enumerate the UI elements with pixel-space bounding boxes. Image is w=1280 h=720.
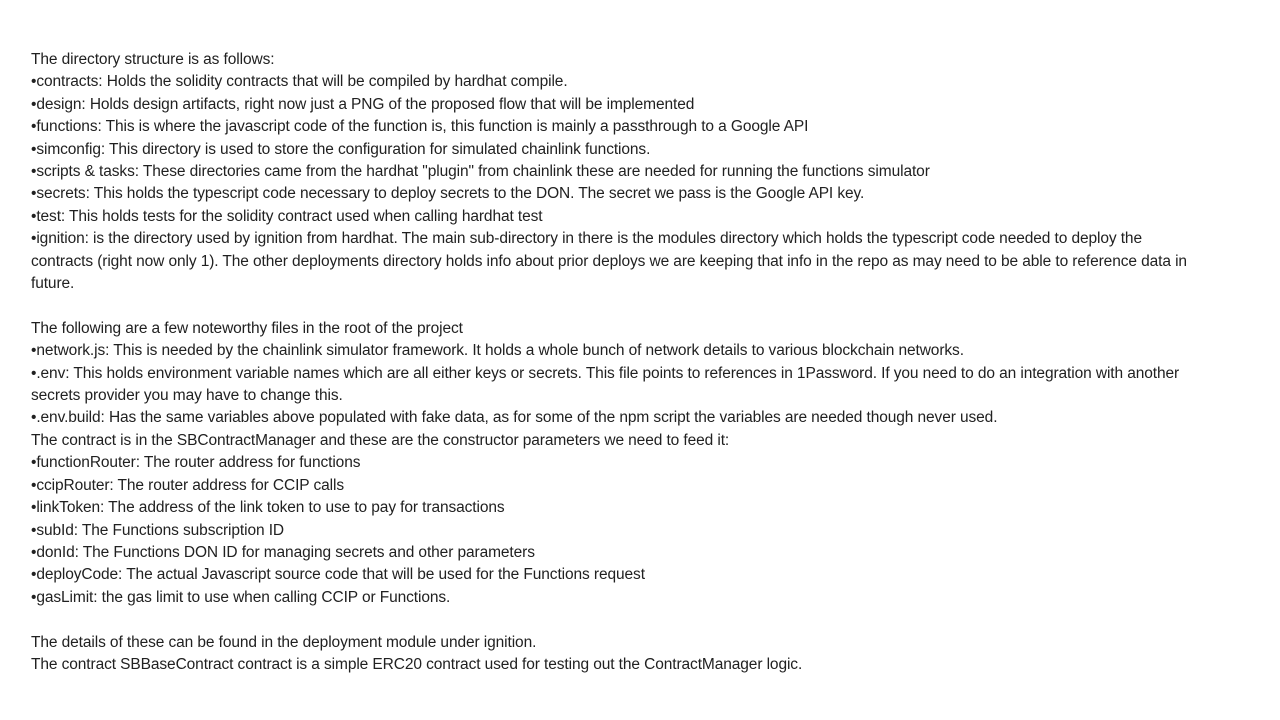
text-line: The contract is in the SBContractManager and these are the constructor parameters we need to feed it: <box>31 431 730 449</box>
text-line: •secrets: This holds the typescript code necessary to deploy secrets to the DON. The secret we pass is the Google API key. <box>31 185 865 203</box>
text-section <box>31 318 1189 609</box>
text-line: •ccipRouter: The router address for CCIP calls <box>31 476 344 494</box>
text-line: •functionRouter: The router address for functions <box>31 454 361 472</box>
text-line: •deployCode: The actual Javascript source code that will be used for the Functions request <box>31 566 645 584</box>
text-section <box>31 632 1189 677</box>
text-line: •ignition: is the directory used by ignition from hardhat. The main sub-directory in there is the modules directory which holds the typescript code needed to deploy the contracts (right now only 1). The other deployments directory holds info about prior deploys we are keeping that info in the repo as may need to be able to reference data in future. <box>31 230 1192 293</box>
text-line: •.env.build: Has the same variables above populated with fake data, as for some of the npm script the variables are needed though never used. <box>31 409 998 427</box>
text-section <box>31 49 1192 295</box>
text-line: The contract SBBaseContract contract is a simple ERC20 contract used for testing out the ContractManager logic. <box>31 655 803 673</box>
text-line: The details of these can be found in the deployment module under ignition. <box>31 633 537 651</box>
text-line: •.env: This holds environment variable names which are all either keys or secrets. This file points to references in 1Password. If you need to do an integration with another secrets provider you may have to change this. <box>31 364 1184 405</box>
text-line: •gasLimit: the gas limit to use when calling CCIP or Functions. <box>31 588 451 606</box>
text-line: •network.js: This is needed by the chainlink simulator framework. It holds a whole bunch of network details to various blockchain networks. <box>31 342 964 360</box>
text-line: •simconfig: This directory is used to store the configuration for simulated chainlink functions. <box>31 140 651 158</box>
text-line: •linkToken: The address of the link token to use to pay for transactions <box>31 499 505 517</box>
text-line: •subId: The Functions subscription ID <box>31 521 285 539</box>
text-line: •donId: The Functions DON ID for managing secrets and other parameters <box>31 543 535 561</box>
text-line: The directory structure is as follows: <box>31 51 275 68</box>
text-line: •functions: This is where the javascript code of the function is, this function is mainly a passthrough to a Google API <box>31 118 809 136</box>
text-line: •contracts: Holds the solidity contracts that will be compiled by hardhat compile. <box>31 73 568 91</box>
text-line: The following are a few noteworthy files in the root of the project <box>31 319 463 337</box>
text-line: •design: Holds design artifacts, right now just a PNG of the proposed flow that will be implemented <box>31 95 695 113</box>
text-line: •scripts & tasks: These directories came from the hardhat "plugin" from chainlink these are needed for running the functions simulator <box>31 163 930 181</box>
text-line: •test: This holds tests for the solidity contract used when calling hardhat test <box>31 207 543 225</box>
slide-text-body <box>31 49 1192 676</box>
